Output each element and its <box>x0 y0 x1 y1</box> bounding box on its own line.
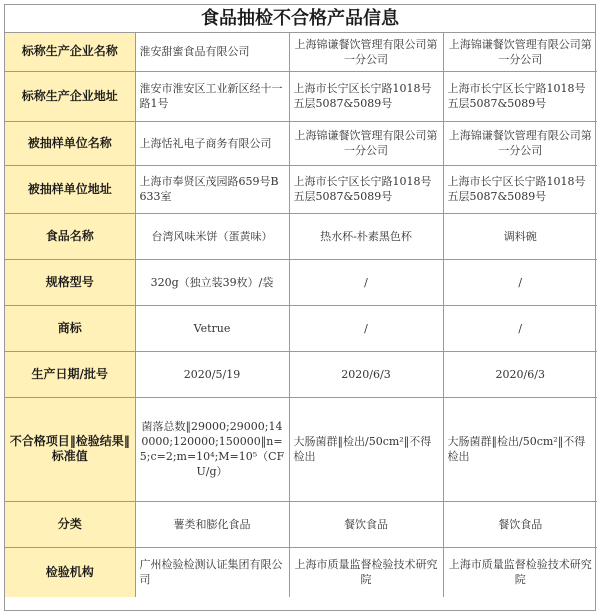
table-cell: 台湾风味米饼（蛋黄味） <box>135 213 289 259</box>
row-label: 被抽样单位地址 <box>5 165 135 213</box>
row-label: 检验机构 <box>5 547 135 597</box>
table-cell: 大肠菌群‖检出/50cm²‖不得检出 <box>443 397 597 501</box>
table-cell: 上海市长宁区长宁路1018号五层5087&5089号 <box>289 165 443 213</box>
info-sheet <box>4 4 596 611</box>
table-row <box>5 213 597 259</box>
table-row <box>5 501 597 547</box>
page-title: 食品抽检不合格产品信息 <box>5 5 595 33</box>
table-cell: 2020/6/3 <box>443 351 597 397</box>
table-cell: 上海锦谦餐饮管理有限公司第一分公司 <box>443 33 597 71</box>
row-label: 规格型号 <box>5 259 135 305</box>
table-cell: 淮安市淮安区工业新区经十一路1号 <box>135 71 289 121</box>
table-cell: 上海锦谦餐饮管理有限公司第一分公司 <box>289 33 443 71</box>
table-cell: 调料碗 <box>443 213 597 259</box>
row-label: 标称生产企业地址 <box>5 71 135 121</box>
table-cell: 菌落总数‖29000;29000;140000;120000;150000‖n=5;c=2;m=10⁴;M=10⁵（CFU/g） <box>135 397 289 501</box>
table-row <box>5 259 597 305</box>
table-row <box>5 397 597 501</box>
table-cell: / <box>289 305 443 351</box>
table-cell: 上海恬礼电子商务有限公司 <box>135 121 289 165</box>
table-cell: 2020/6/3 <box>289 351 443 397</box>
row-label: 被抽样单位名称 <box>5 121 135 165</box>
row-label: 商标 <box>5 305 135 351</box>
table-cell: 上海市质量监督检验技术研究院 <box>289 547 443 597</box>
info-table <box>5 33 597 597</box>
table-cell: / <box>289 259 443 305</box>
row-label: 不合格项目‖检验结果‖标准值 <box>5 397 135 501</box>
row-label: 食品名称 <box>5 213 135 259</box>
table-cell: 热水杯-朴素黑色杯 <box>289 213 443 259</box>
table-row <box>5 305 597 351</box>
table-cell: 餐饮食品 <box>443 501 597 547</box>
row-label: 生产日期/批号 <box>5 351 135 397</box>
table-row <box>5 351 597 397</box>
table-cell: 2020/5/19 <box>135 351 289 397</box>
table-cell: 大肠菌群‖检出/50cm²‖不得检出 <box>289 397 443 501</box>
table-row <box>5 547 597 597</box>
table-cell: 上海市长宁区长宁路1018号五层5087&5089号 <box>443 71 597 121</box>
table-cell: 上海市长宁区长宁路1018号五层5087&5089号 <box>289 71 443 121</box>
table-row <box>5 71 597 121</box>
table-cell: 广州检验检测认证集团有限公司 <box>135 547 289 597</box>
table-cell: 上海市奉贤区茂园路659号B633室 <box>135 165 289 213</box>
table-row <box>5 121 597 165</box>
table-cell: 上海锦谦餐饮管理有限公司第一分公司 <box>443 121 597 165</box>
row-label: 分类 <box>5 501 135 547</box>
table-cell: / <box>443 305 597 351</box>
table-cell: 上海市长宁区长宁路1018号五层5087&5089号 <box>443 165 597 213</box>
table-cell: 320g（独立装39枚）/袋 <box>135 259 289 305</box>
table-cell: Vetrue <box>135 305 289 351</box>
table-cell: 淮安甜蜜食品有限公司 <box>135 33 289 71</box>
table-cell: 薯类和膨化食品 <box>135 501 289 547</box>
table-cell: 餐饮食品 <box>289 501 443 547</box>
row-label: 标称生产企业名称 <box>5 33 135 71</box>
table-row <box>5 33 597 71</box>
table-row <box>5 165 597 213</box>
table-cell: / <box>443 259 597 305</box>
table-cell: 上海市质量监督检验技术研究院 <box>443 547 597 597</box>
table-cell: 上海锦谦餐饮管理有限公司第一分公司 <box>289 121 443 165</box>
